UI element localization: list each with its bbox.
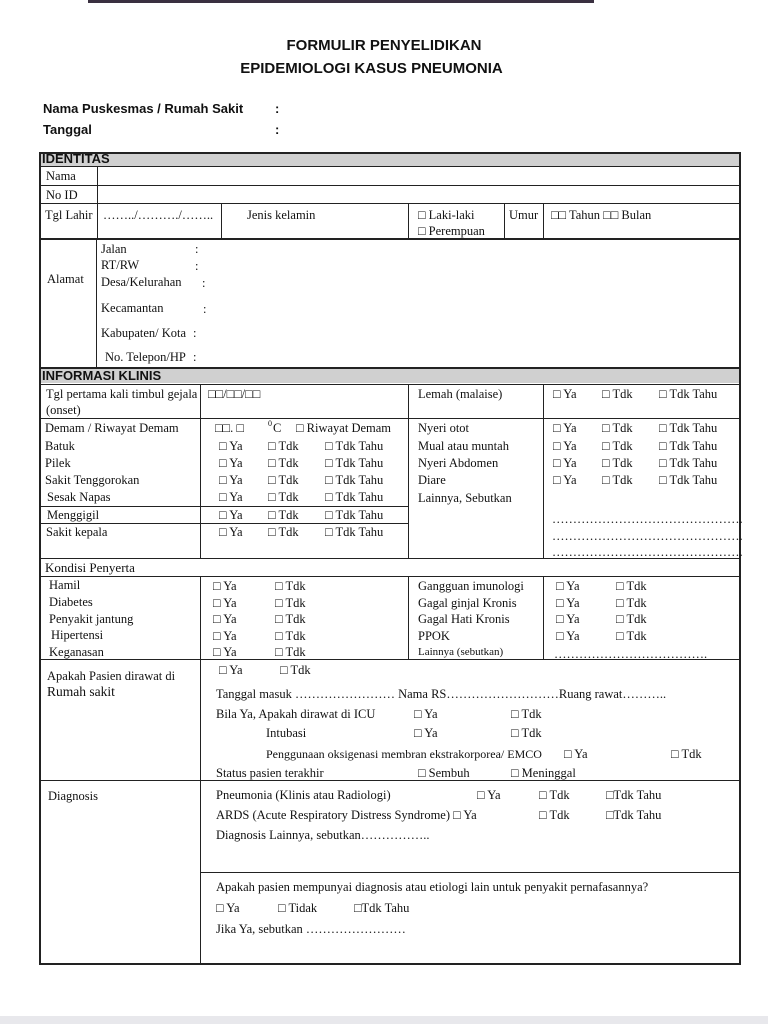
ards-tdk-tahu[interactable]: □Tdk Tahu: [606, 808, 662, 822]
pneumonia-ya[interactable]: □ Ya: [477, 788, 501, 802]
abdomen-tdk-tahu[interactable]: □ Tdk Tahu: [659, 456, 718, 470]
meninggal-checkbox[interactable]: □ Meninggal: [511, 766, 576, 780]
desa-label: Desa/Kelurahan: [101, 275, 182, 289]
sakit-kepala-ya[interactable]: □ Ya: [219, 525, 243, 539]
batuk-tdk-tahu[interactable]: □ Tdk Tahu: [325, 439, 384, 453]
tgl-lahir-label: Tgl Lahir: [45, 208, 93, 222]
klinis-section-title: INFORMASI KLINIS: [42, 368, 162, 383]
rule: [40, 418, 741, 419]
rawat-tdk[interactable]: □ Tdk: [280, 663, 311, 677]
etiologi-tidak[interactable]: □ Tidak: [278, 901, 318, 915]
top-dark-bar: [88, 0, 594, 3]
diabetes-ya[interactable]: □ Ya: [213, 596, 237, 610]
abdomen-tdk[interactable]: □ Tdk: [602, 456, 633, 470]
diare-tdk-tahu[interactable]: □ Tdk Tahu: [659, 473, 718, 487]
onset-label: (onset): [46, 403, 81, 417]
icu-ya[interactable]: □ Ya: [414, 707, 438, 721]
noid-label: No ID: [46, 188, 78, 202]
batuk-ya[interactable]: □ Ya: [219, 439, 243, 453]
tenggorokan-ya[interactable]: □ Ya: [219, 473, 243, 487]
rule: [200, 384, 201, 558]
icu-tdk[interactable]: □ Tdk: [511, 707, 542, 721]
rule: [200, 576, 201, 965]
tenggorokan-tdk[interactable]: □ Tdk: [268, 473, 299, 487]
rule: [96, 238, 97, 367]
diabetes-tdk[interactable]: □ Tdk: [275, 596, 306, 610]
menggigil-ya[interactable]: □ Ya: [219, 508, 243, 522]
hamil-ya[interactable]: □ Ya: [213, 579, 237, 593]
ards-label: ARDS (Acute Respiratory Distress Syndrome) □ Ya: [216, 808, 477, 822]
rule: [543, 384, 544, 558]
rule: [40, 576, 741, 577]
telepon-colon: :: [193, 350, 197, 364]
ginjal-label: Gagal ginjal Kronis: [418, 596, 517, 610]
status-label: Status pasien terakhir: [216, 766, 324, 780]
rule: [40, 523, 408, 524]
icu-label: Bila Ya, Apakah dirawat di ICU: [216, 707, 376, 721]
rule: [40, 166, 741, 167]
hamil-tdk[interactable]: □ Tdk: [275, 579, 306, 593]
hipertensi-tdk[interactable]: □ Tdk: [275, 629, 306, 643]
intubasi-ya[interactable]: □ Ya: [414, 726, 438, 740]
imunologi-label: Gangguan imunologi: [418, 579, 524, 593]
rtrw-label: RT/RW: [101, 258, 140, 272]
mual-label: Mual atau muntah: [418, 439, 509, 453]
diare-ya[interactable]: □ Ya: [553, 473, 577, 487]
tanggal-label: Tanggal: [43, 122, 92, 137]
tanggal-colon: :: [275, 122, 280, 137]
diabetes-label: Diabetes: [49, 595, 93, 609]
diagnosis-label: Diagnosis: [48, 789, 98, 803]
sesak-tdk-tahu[interactable]: □ Tdk Tahu: [325, 490, 384, 504]
imunologi-tdk[interactable]: □ Tdk: [616, 579, 647, 593]
rule: [408, 576, 409, 659]
jika-ya-field[interactable]: Jika Ya, sebutkan ……………………: [216, 922, 406, 936]
hipertensi-label: Hipertensi: [51, 628, 104, 642]
kabupaten-colon: :: [193, 326, 197, 340]
puskesmas-colon: :: [275, 101, 280, 116]
page-bottom-edge: [0, 1016, 768, 1024]
rule: [40, 203, 741, 204]
menggigil-tdk[interactable]: □ Tdk: [268, 508, 299, 522]
rule: [543, 576, 544, 659]
identitas-bar: [41, 151, 739, 166]
perempuan-checkbox[interactable]: □ Perempuan: [418, 224, 485, 238]
rule: [97, 166, 98, 238]
lainnya-dotted-line[interactable]: ……………………………………….: [552, 529, 743, 543]
menggigil-label: Menggigil: [47, 508, 100, 522]
tgl-lahir-field[interactable]: ……../………./……..: [103, 208, 214, 222]
nyeri-abdomen-label: Nyeri Abdomen: [418, 456, 499, 470]
keganasan-tdk[interactable]: □ Tdk: [275, 645, 306, 659]
sakit-kepala-tdk-tahu[interactable]: □ Tdk Tahu: [325, 525, 384, 539]
nama-label: Nama: [46, 169, 76, 183]
sembuh-checkbox[interactable]: □ Sembuh: [418, 766, 470, 780]
tgl-gejala-label: Tgl pertama kali timbul gejala: [46, 387, 198, 401]
rule: [40, 185, 741, 186]
diagnosis-lainnya-field[interactable]: Diagnosis Lainnya, sebutkan……………..: [216, 828, 430, 842]
sakit-tenggorokan-label: Sakit Tenggorokan: [45, 473, 140, 487]
etiologi-question: Apakah pasien mempunyai diagnosis atau etiologi lain untuk penyakit pernafasannya?: [216, 880, 649, 894]
identitas-section-title: IDENTITAS: [42, 151, 110, 166]
rule: [543, 203, 544, 238]
tgl-gejala-boxes[interactable]: □□/□□/□□: [208, 387, 261, 401]
pilek-ya[interactable]: □ Ya: [219, 456, 243, 470]
form-title-line2: EPIDEMIOLOGI KASUS PNEUMONIA: [240, 60, 503, 77]
demam-temperature-field[interactable]: □□. □: [215, 421, 244, 435]
batuk-label: Batuk: [45, 439, 75, 453]
etiologi-tdk-tahu[interactable]: □Tdk Tahu: [354, 901, 410, 915]
nyeri-otot-label: Nyeri otot: [418, 421, 470, 435]
sakit-kepala-tdk[interactable]: □ Tdk: [268, 525, 299, 539]
ppok-tdk[interactable]: □ Tdk: [616, 629, 647, 643]
emco-tdk[interactable]: □ Tdk: [671, 747, 702, 761]
desa-colon: :: [202, 276, 206, 290]
ards-tdk[interactable]: □ Tdk: [539, 808, 570, 822]
form-title-line1: FORMULIR PENYELIDIKAN: [286, 37, 482, 54]
laki-laki-checkbox[interactable]: □ Laki-laki: [418, 208, 475, 222]
etiologi-ya[interactable]: □ Ya: [216, 901, 240, 915]
lemah-tdk[interactable]: □ Tdk: [602, 387, 633, 401]
rawat-question-line1: Apakah Pasien dirawat di: [47, 669, 176, 683]
rule: [408, 384, 409, 558]
puskesmas-label: Nama Puskesmas / Rumah Sakit: [43, 101, 244, 116]
sakit-kepala-label: Sakit kepala: [46, 525, 108, 539]
hamil-label: Hamil: [49, 578, 81, 592]
pilek-label: Pilek: [45, 456, 71, 470]
hati-tdk[interactable]: □ Tdk: [616, 612, 647, 626]
imunologi-ya[interactable]: □ Ya: [556, 579, 580, 593]
rule: [408, 203, 409, 238]
lainnya-label: Lainnya, Sebutkan: [418, 491, 512, 505]
nyeri-otot-tdk-tahu[interactable]: □ Tdk Tahu: [659, 421, 718, 435]
batuk-tdk[interactable]: □ Tdk: [268, 439, 299, 453]
jantung-tdk[interactable]: □ Tdk: [275, 612, 306, 626]
ginjal-ya[interactable]: □ Ya: [556, 596, 580, 610]
jenis-kelamin-label: Jenis kelamin: [247, 208, 316, 222]
lainnya-penyerta-label: Lainnya (sebutkan): [418, 646, 504, 658]
kabupaten-label: Kabupaten/ Kota: [101, 326, 187, 340]
pneumonia-tdk-tahu[interactable]: □Tdk Tahu: [606, 788, 662, 802]
emco-ya[interactable]: □ Ya: [564, 747, 588, 761]
sesak-ya[interactable]: □ Ya: [219, 490, 243, 504]
tanggal-masuk-line[interactable]: Tanggal masuk …………………… Nama RS………………………Ruang rawat………..: [216, 687, 667, 701]
intubasi-tdk[interactable]: □ Tdk: [511, 726, 542, 740]
celsius-unit: C: [273, 421, 282, 435]
hati-label: Gagal Hati Kronis: [418, 612, 510, 626]
rule: [40, 238, 741, 240]
lemah-tdk-tahu[interactable]: □ Tdk Tahu: [659, 387, 718, 401]
menggigil-tdk-tahu[interactable]: □ Tdk Tahu: [325, 508, 384, 522]
rule: [40, 506, 408, 507]
sesak-tdk[interactable]: □ Tdk: [268, 490, 299, 504]
hipertensi-ya[interactable]: □ Ya: [213, 629, 237, 643]
jalan-colon: :: [195, 242, 199, 256]
telepon-label: No. Telepon/HP: [105, 350, 186, 364]
hati-ya[interactable]: □ Ya: [556, 612, 580, 626]
jantung-label: Penyakit jantung: [49, 612, 134, 626]
degree-superscript: 0: [268, 419, 272, 428]
alamat-label: Alamat: [47, 272, 84, 286]
lainnya-penyerta-dots[interactable]: ……………………………….: [554, 647, 708, 661]
abdomen-ya[interactable]: □ Ya: [553, 456, 577, 470]
lainnya-dotted-line[interactable]: ……………………………………….: [552, 512, 743, 526]
keganasan-ya[interactable]: □ Ya: [213, 645, 237, 659]
rule: [40, 780, 741, 781]
mual-ya[interactable]: □ Ya: [553, 439, 577, 453]
intubasi-label: Intubasi: [266, 726, 307, 740]
ginjal-tdk[interactable]: □ Tdk: [616, 596, 647, 610]
riwayat-demam-checkbox[interactable]: □ Riwayat Demam: [296, 421, 392, 435]
rule: [40, 367, 741, 369]
rawat-question-line2: Rumah sakit: [47, 684, 115, 699]
diare-label: Diare: [418, 473, 446, 487]
diare-tdk[interactable]: □ Tdk: [602, 473, 633, 487]
lainnya-dotted-line[interactable]: ……………………………………….: [552, 545, 743, 559]
penyerta-section-title: Kondisi Penyerta: [45, 560, 135, 575]
nyeri-otot-ya[interactable]: □ Ya: [553, 421, 577, 435]
ppok-label: PPOK: [418, 629, 450, 643]
demam-label: Demam / Riwayat Demam: [45, 421, 179, 435]
rule: [221, 203, 222, 238]
jalan-label: Jalan: [101, 242, 127, 256]
pneumonia-tdk[interactable]: □ Tdk: [539, 788, 570, 802]
rawat-ya[interactable]: □ Ya: [219, 663, 243, 677]
lemah-label: Lemah (malaise): [418, 387, 503, 401]
sesak-napas-label: Sesak Napas: [47, 490, 111, 504]
umur-options[interactable]: □□ Tahun □□ Bulan: [551, 208, 652, 222]
pilek-tdk-tahu[interactable]: □ Tdk Tahu: [325, 456, 384, 470]
mual-tdk[interactable]: □ Tdk: [602, 439, 633, 453]
keganasan-label: Keganasan: [49, 645, 104, 659]
pneumonia-label: Pneumonia (Klinis atau Radiologi): [216, 788, 391, 802]
rule: [504, 203, 505, 238]
rule: [200, 872, 741, 873]
emco-label: Penggunaan oksigenasi membran ekstrakorporea/ EMCO: [266, 747, 542, 761]
rtrw-colon: :: [195, 259, 199, 273]
kecamatan-label: Kecamantan: [101, 301, 164, 315]
umur-label: Umur: [509, 208, 539, 222]
ppok-ya[interactable]: □ Ya: [556, 629, 580, 643]
rule: [40, 384, 741, 385]
mual-tdk-tahu[interactable]: □ Tdk Tahu: [659, 439, 718, 453]
nyeri-otot-tdk[interactable]: □ Tdk: [602, 421, 633, 435]
jantung-ya[interactable]: □ Ya: [213, 612, 237, 626]
pilek-tdk[interactable]: □ Tdk: [268, 456, 299, 470]
kecamatan-colon: :: [203, 302, 207, 316]
tenggorokan-tdk-tahu[interactable]: □ Tdk Tahu: [325, 473, 384, 487]
lemah-ya[interactable]: □ Ya: [553, 387, 577, 401]
